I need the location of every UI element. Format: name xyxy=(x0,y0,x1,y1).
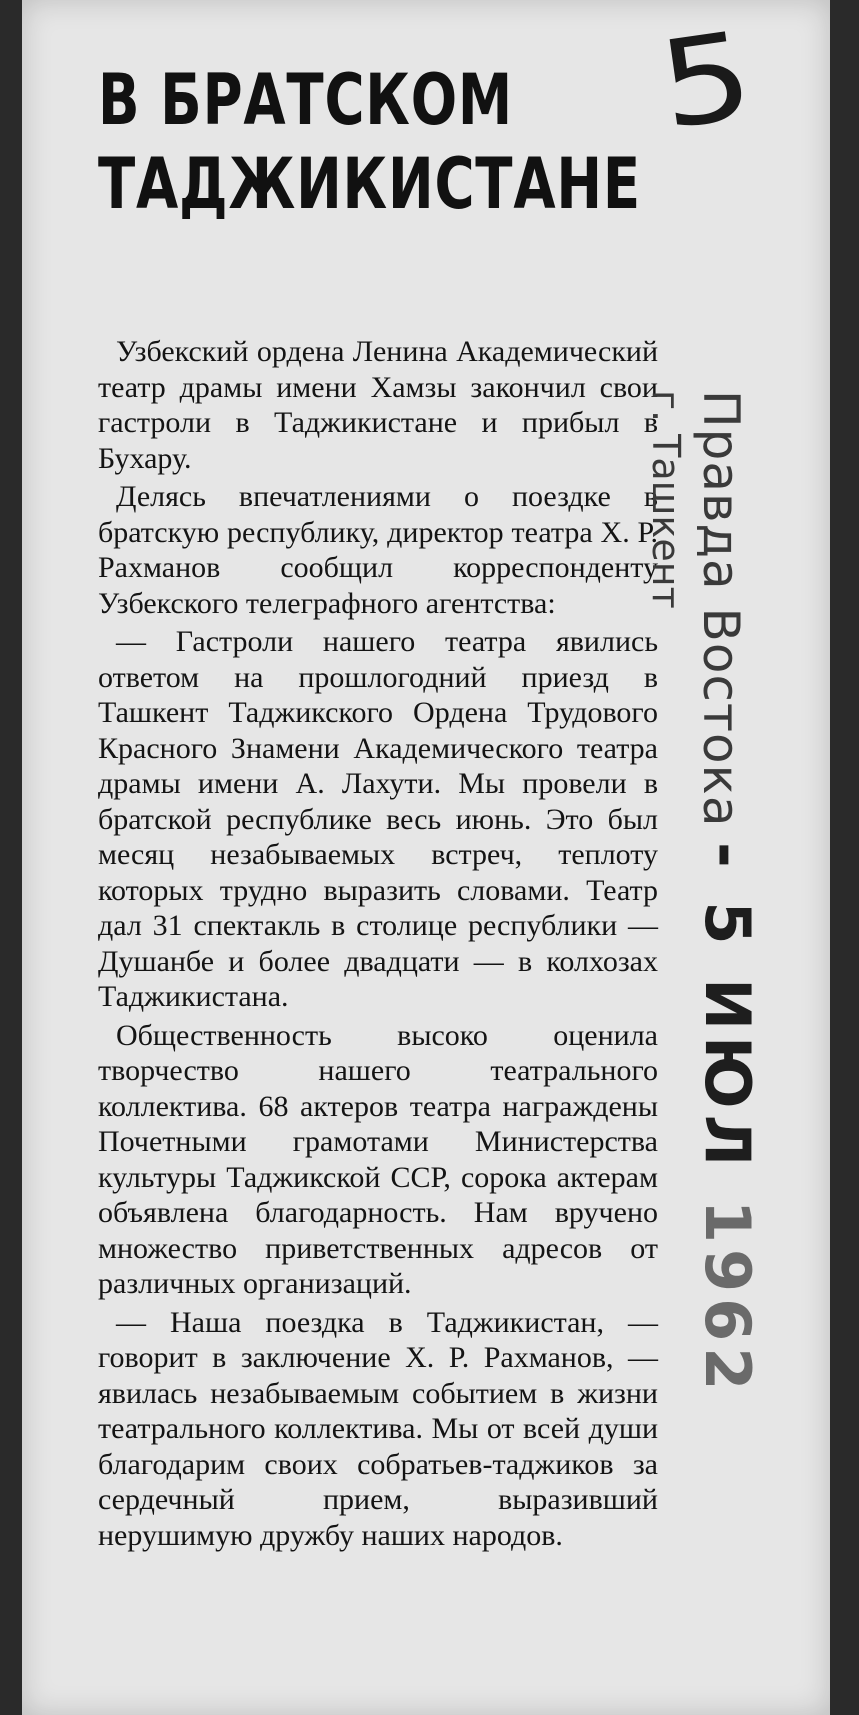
newspaper-source-stamp xyxy=(644,390,750,828)
article-headline xyxy=(98,58,641,226)
headline-line-2: ТАДЖИКИСТАНЕ xyxy=(98,143,641,225)
date-stamp xyxy=(691,842,764,1396)
article-paragraph: Делясь впечатлениями о поездке в братскую республику, директор театра Х. Р. Рахманов сообщил корреспонденту Узбекского телеграфного агентства: xyxy=(98,480,658,620)
newspaper-name: Правда Востока xyxy=(692,390,750,828)
headline-line-1: В БРАТСКОМ xyxy=(98,59,514,141)
article-body xyxy=(98,334,658,1553)
newspaper-city: г. Ташкент xyxy=(644,390,688,609)
article-paragraph: Узбекский ордена Ленина Академический театр драмы имени Хамзы закончил свои гастроли в Таджикистане и прибыл в Бухару. xyxy=(98,335,658,475)
article-paragraph: Общественность высоко оценила творчество нашего театрального коллектива. 68 актеров театра награждены Почетными грамотами Министерства культуры Таджикской ССР, сорока актерам объявлена благодарность. Нам вручено множество приветственных адресов от различных организаций. xyxy=(98,1018,658,1300)
article-paragraph: — Гастроли нашего театра явились ответом на прошлогодний приезд в Ташкент Таджикского Ордена Трудового Красного Знамени Академического театра драмы имени А. Лахути. Мы провели в братской республике весь июнь. Это был месяц незабываемых встреч, теплоту которых трудно выразить словами. Театр дал 31 спектакль в столице республики — Душанбе и более двадцати — в колхозах Таджикистана. xyxy=(98,625,658,1013)
newspaper-clipping xyxy=(22,0,830,1715)
date-month: ИЮЛ xyxy=(691,978,764,1173)
handwritten-page-number: 5 xyxy=(651,6,762,157)
article-paragraph: — Наша поездка в Таджикистан, — говорит в заключение Х. Р. Рахманов, — явилась незабываемым событием в жизни театрального коллектива. Мы от всей души благодарим своих собратьев-таджиков за сердечный прием, выразивший нерушимую дружбу наших народов. xyxy=(98,1305,658,1552)
date-day: - 5 xyxy=(691,842,764,951)
date-year: 1962 xyxy=(691,1199,764,1397)
article xyxy=(98,58,658,1556)
